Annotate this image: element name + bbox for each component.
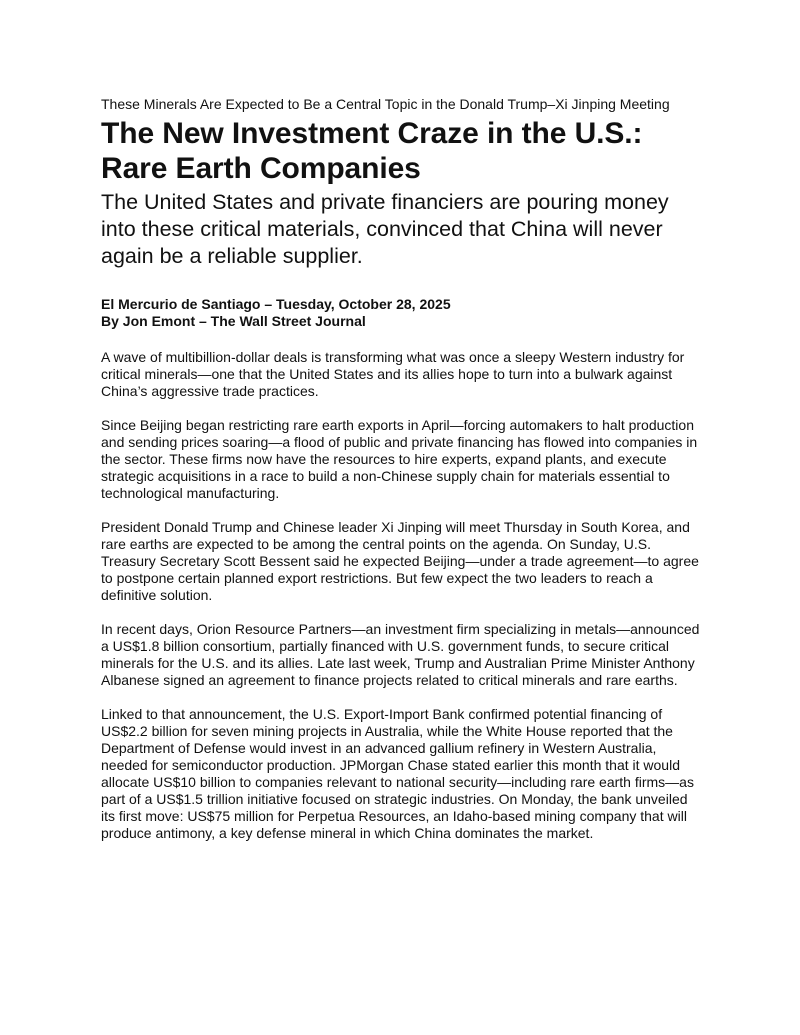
article-dek: The United States and private financiers are pouring money into these critical materials, convinced that China will never again be a reliable supplier. (101, 190, 669, 268)
body-paragraph: In recent days, Orion Resource Partners—an investment firm specializing in metals—announced a US$1.8 billion consortium, partially financed with U.S. government funds, to secure critical minerals for the U.S. and its allies. Late last week, Trump and Australian Prime Minister Anthony Albanese signed an agreement to finance projects related to critical minerals and rare earths. (101, 621, 700, 688)
article (101, 96, 705, 859)
article-kicker: These Minerals Are Expected to Be a Central Topic in the Donald Trump–Xi Jinping Meeting (101, 96, 670, 112)
body-paragraph: President Donald Trump and Chinese leader Xi Jinping will meet Thursday in South Korea, and rare earths are expected to be among the central points on the agenda. On Sunday, U.S. Treasury Secretary Scott Bessent said he expected Beijing—under a trade agreement—to agree to postpone certain planned export restrictions. But few expect the two leaders to reach a definitive solution. (101, 519, 699, 603)
body-paragraph: A wave of multibillion-dollar deals is transforming what was once a sleepy Western industry for critical minerals—one that the United States and its allies hope to turn into a bulwark against China’s aggressive trade practices. (101, 349, 685, 399)
body-paragraph: Since Beijing began restricting rare earth exports in April—forcing automakers to halt production and sending prices soaring—a flood of public and private financing has flowed into companies in the sector. These firms now have the resources to hire experts, expand plants, and execute strategic acquisitions in a race to build a non-Chinese supply chain for materials essential to technological manufacturing. (101, 417, 698, 501)
body-paragraph: Linked to that announcement, the U.S. Export-Import Bank confirmed potential financing of US$2.2 billion for seven mining projects in Australia, while the White House reported that the Department of Defense would invest in an advanced gallium refinery in Western Australia, needed for semiconductor production. JPMorgan Chase stated earlier this month that it would allocate US$10 billion to companies relevant to national security—including rare earth firms—as part of a US$1.5 trillion initiative focused on strategic industries. On Monday, the bank unveiled its first move: US$75 million for Perpetua Resources, an Idaho-based mining company that will produce antimony, a key defense mineral in which China dominates the market. (101, 706, 694, 841)
source-line: El Mercurio de Santiago – Tuesday, October 28, 2025 (101, 296, 451, 312)
article-body (101, 349, 705, 842)
article-headline: The New Investment Craze in the U.S.: Rare Earth Companies (101, 117, 643, 185)
byline (101, 296, 705, 330)
author-line: By Jon Emont – The Wall Street Journal (101, 313, 366, 329)
